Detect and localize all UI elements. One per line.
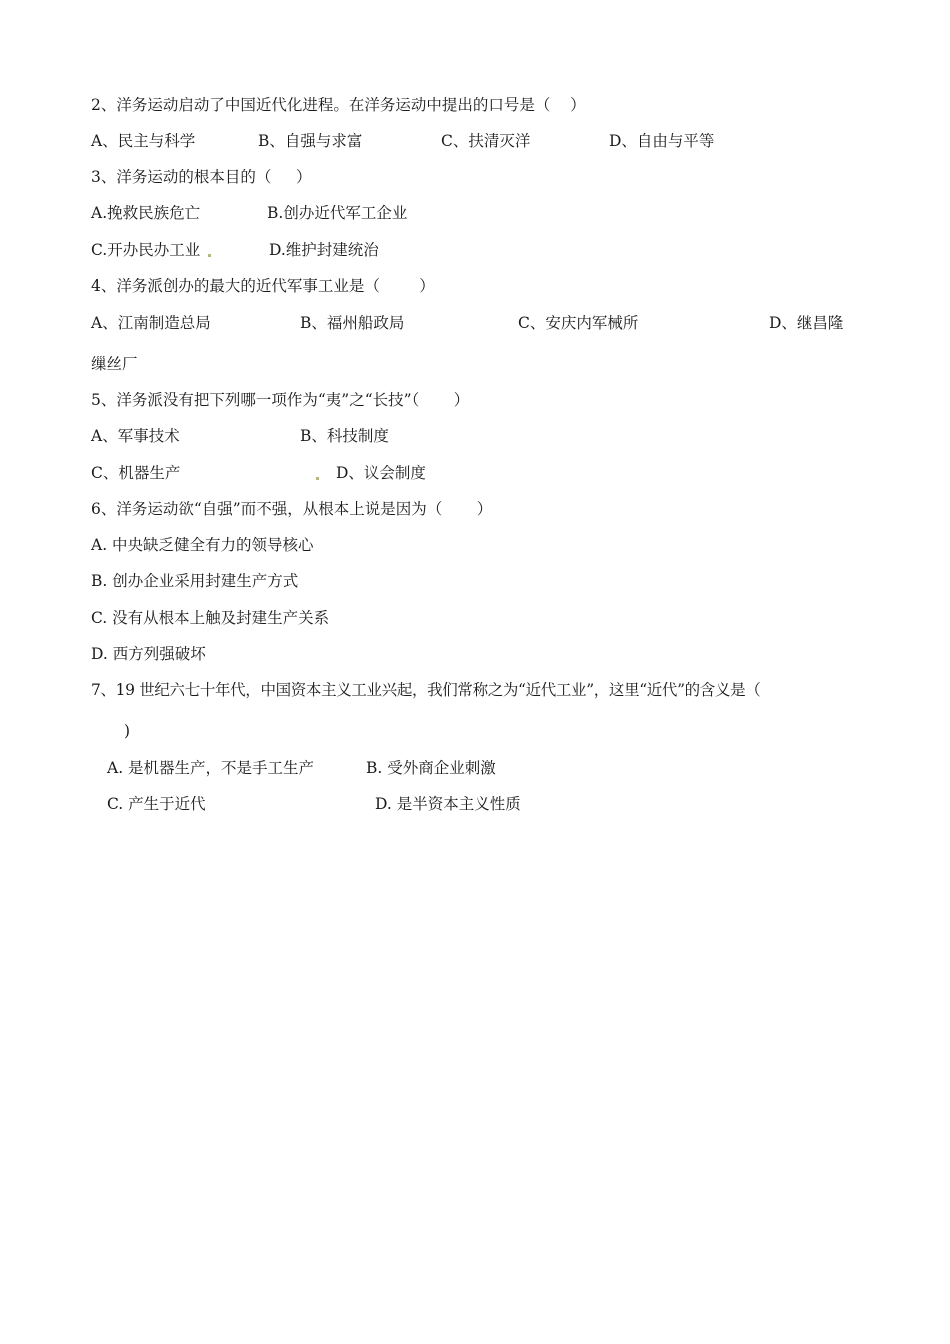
question-6-stem: 6、洋务运动欲“自强”而不强，从根本上说是因为（ ）: [91, 500, 493, 518]
option-b: B. 受外商企业刺激: [366, 759, 496, 777]
question-7-options-row2: [107, 794, 907, 874]
question-4-stem: 4、洋务派创办的最大的近代军事工业是（ ）: [91, 277, 435, 295]
option-d: D、议会制度: [336, 464, 426, 482]
option-a: A.挽救民族危亡: [91, 204, 201, 222]
option-a: A、江南制造总局: [91, 314, 211, 332]
option-c: C、扶清灭洋: [441, 132, 531, 150]
question-3-stem: 3、洋务运动的根本目的（ ）: [91, 168, 312, 186]
option-a: A、民主与科学: [91, 132, 196, 150]
question-6-option-c: C. 没有从根本上触及封建生产关系: [91, 609, 330, 627]
question-4-options: [91, 313, 891, 433]
question-4-option-d-continuation: 缫丝厂: [91, 355, 138, 373]
question-5-stem: 5、洋务派没有把下列哪一项作为“夷”之“长技”（ ）: [91, 391, 470, 409]
option-c: C. 产生于近代: [107, 795, 206, 813]
question-7-stem-continuation: ): [124, 722, 131, 740]
question-6-option-d: D. 西方列强破坏: [91, 645, 206, 663]
option-d: D、自由与平等: [609, 132, 715, 150]
question-6-option-a: A. 中央缺乏健全有力的领导核心: [91, 536, 314, 554]
option-c: C、机器生产: [91, 464, 181, 482]
option-b: B.创办近代军工企业: [267, 204, 408, 222]
question-2-stem: 2、洋务运动启动了中国近代化进程。在洋务运动中提出的口号是（ ）: [91, 96, 586, 114]
option-d: D、继昌隆: [769, 314, 844, 332]
option-c: C.开办民办工业: [91, 241, 201, 259]
option-b: B、科技制度: [300, 427, 389, 445]
scan-speck: [208, 254, 211, 257]
option-c: C、安庆内军械所: [518, 314, 639, 332]
question-6-option-b: B. 创办企业采用封建生产方式: [91, 572, 299, 590]
option-d: D.维护封建统治: [269, 241, 379, 259]
option-a: A、军事技术: [91, 427, 180, 445]
scan-speck: [316, 477, 319, 480]
option-b: B、福州船政局: [300, 314, 405, 332]
option-d: D. 是半资本主义性质: [375, 795, 521, 813]
option-b: B、自强与求富: [258, 132, 363, 150]
option-a: A. 是机器生产，不是手工生产: [107, 759, 315, 777]
question-7-stem: 7、19 世纪六七十年代，中国资本主义工业兴起，我们常称之为“近代工业”，这里“近代”的含义是（: [91, 681, 761, 699]
